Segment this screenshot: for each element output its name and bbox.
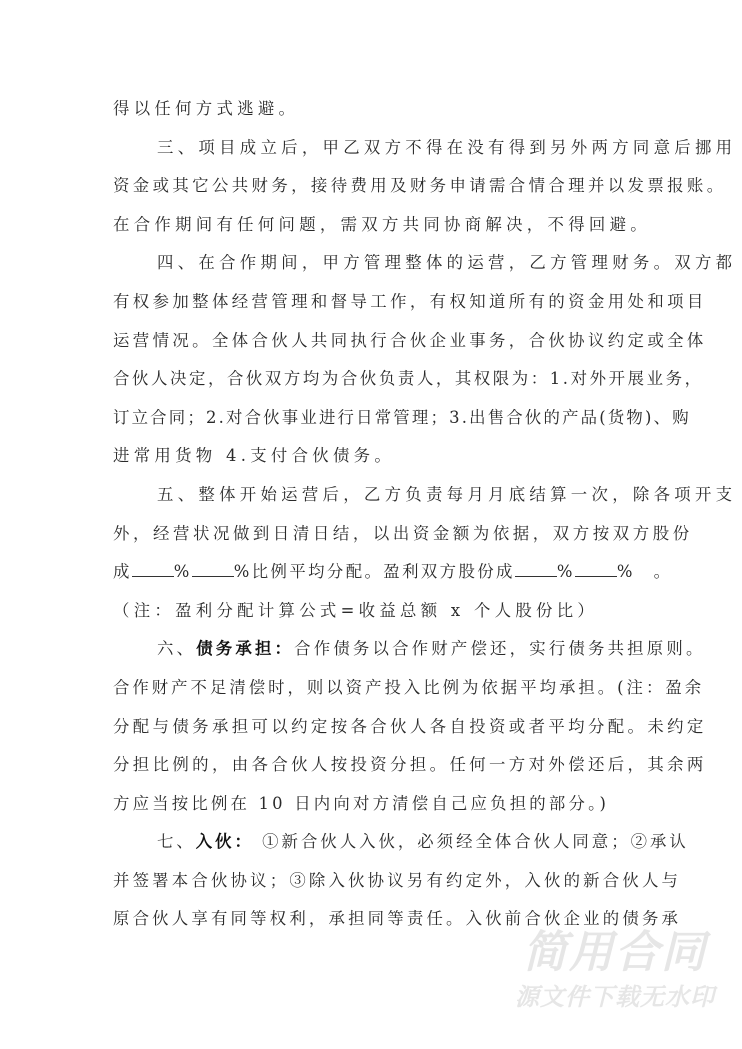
text-line: 得以任何方式逃避。 (113, 99, 300, 118)
text-line: 合作财产不足清偿时，则以资产投入比例为依据平均承担。(注：盈余 (113, 677, 705, 697)
text-segment: % 。 (616, 562, 673, 582)
text-segment: % (173, 562, 192, 582)
text-line: 运营情况。全体合伙人共同执行合伙企业事务，合伙协议约定或全体 (113, 330, 707, 350)
text-segment: %比例平均分配。盈利双方股份成 (233, 562, 515, 582)
text-line: 订立合同；2.对合伙事业进行日常管理；3.出售合伙的产品(货物)、购 (113, 407, 691, 427)
text-line: 外，经营状况做到日清日结，以出资金额为依据，双方按双方股份 (113, 523, 693, 543)
ratio-line (113, 553, 673, 592)
text-line: 并签署本合伙协议；③除入伙协议另有约定外，入伙的新合伙人与 (113, 870, 682, 890)
blank-field-4[interactable] (575, 562, 617, 577)
blank-field-3[interactable] (515, 562, 557, 577)
text-line: 原合伙人享有同等权利，承担同等责任。入伙前合伙企业的债务承 (113, 909, 682, 929)
clause-number: 六、 (157, 639, 197, 659)
clause-heading: 债务承担： (196, 639, 295, 659)
clause-text: 合作债务以合作财产偿还，实行债务共担原则。 (294, 639, 706, 659)
clause-5-line: 五、整体开始运营后，乙方负责每月月底结算一次，除各项开支 (157, 484, 737, 504)
text-line: 分担比例的，由各合伙人按投资分担。任何一方对外偿还后，其余两 (113, 755, 707, 775)
text-line: 有权参加整体经营管理和督导工作，有权知道所有的资金用处和项目 (113, 291, 707, 311)
clause-text: ①新合伙人入伙，必须经全体合伙人同意；②承认 (253, 832, 689, 852)
document-body (113, 90, 737, 939)
text-line: 方应当按比例在 10 日内向对方清偿自己应负担的部分。) (113, 793, 610, 813)
watermark-title: 简用合同 (523, 927, 707, 978)
clause-4-line: 四、在合作期间，甲方管理整体的运营，乙方管理财务。双方都 (157, 253, 737, 273)
note-line: （注：盈利分配计算公式=收益总额 x 个人股份比） (113, 600, 599, 620)
text-segment: 成 (113, 562, 132, 582)
watermark (510, 928, 720, 1012)
clause-number: 七、 (157, 832, 196, 852)
blank-field-2[interactable] (192, 562, 234, 577)
clause-3-line: 三、项目成立后，甲乙双方不得在没有得到另外两方同意后挪用 (157, 137, 737, 157)
watermark-subtitle: 源文件下载无水印 (515, 983, 715, 1011)
text-line: 分配与债务承担可以约定按各合伙人各自投资或者平均分配。未约定 (113, 716, 707, 736)
text-line: 资金或其它公共财务，接待费用及财务申请需合情合理并以发票报账。 (113, 176, 727, 196)
clause-heading: 入伙： (195, 832, 254, 852)
text-line: 在合作期间有任何问题，需双方共同协商解决，不得回避。 (113, 214, 651, 234)
text-line: 进常用货物 4.支付合伙债务。 (113, 446, 396, 466)
clause-7-line (113, 823, 689, 862)
text-segment: % (556, 562, 575, 582)
text-line: 合伙人决定，合伙双方均为合伙负责人，其权限为：1.对外开展业务， (113, 369, 704, 389)
blank-field-1[interactable] (132, 562, 174, 577)
clause-6-line (113, 630, 706, 669)
